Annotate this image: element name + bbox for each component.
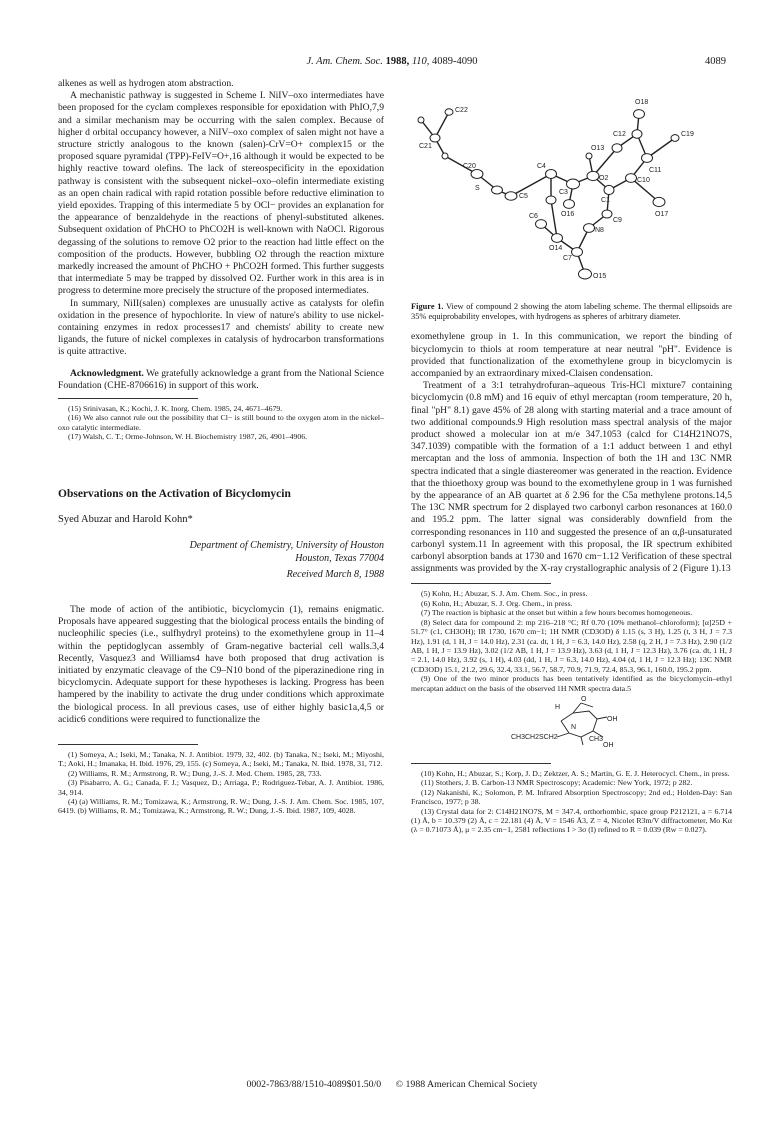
- copyright: © 1988 American Chemical Society: [395, 1079, 538, 1090]
- atom-label: C4: [537, 163, 546, 170]
- article-code: 0002-7863/88/1510-4089$01.50/0: [246, 1079, 382, 1090]
- footnote-divider: [58, 398, 198, 399]
- structure-label: H: [555, 703, 561, 711]
- footnote-divider: [411, 583, 551, 584]
- footnote-divider: [411, 763, 551, 764]
- affiliation: [58, 540, 384, 582]
- atom-label: S: [475, 185, 480, 192]
- footnote: (6) Kohn, H.; Abuzar, S. J. Org. Chem., in press.: [421, 598, 573, 608]
- footnote: (9) One of the two minor products has been tentatively identified as the bicyclomycin–ethyl mercaptan adduct on the basis of the observed 1H NMR spectra data.5: [411, 674, 732, 693]
- structure-label: CH3CH2SCH2: [511, 733, 558, 741]
- atom-label: C22: [455, 107, 468, 114]
- atom-label: C3: [559, 189, 568, 196]
- caption-label: Figure 1.: [411, 302, 444, 311]
- atom-label: O13: [591, 145, 605, 152]
- journal-volume: 110,: [411, 56, 430, 67]
- figure-1-ortep: [411, 78, 732, 296]
- atom-labels: [419, 99, 694, 280]
- footnotes: [411, 589, 732, 692]
- atom-label: C12: [613, 131, 626, 138]
- atom-label: C20: [463, 163, 476, 170]
- footnote: (2) Williams, R. M.; Armstrong, R. W.; Dung, J.-S. J. Med. Chem. 1985, 28, 733.: [68, 768, 322, 778]
- paragraph: alkenes as well as hydrogen atom abstraction.: [58, 78, 234, 89]
- structure-label: OH: [607, 715, 618, 723]
- atom-label: O15: [593, 273, 607, 280]
- acknowledgment: [58, 368, 384, 392]
- footnote: (8) Select data for compound 2: mp 216–218 °C; Rf 0.70 (10% methanol–chloroform); [α]25D + 51.7° (c1, CH3OH); IR 1730, 1670 cm−1; 1H NMR (CD3OD) δ 1.15 (s, 3 H), 1.25 (t, 3 H, J = 7.3 Hz), 1.91 (d, 1 H, J = 14.0 Hz), 2.31 (ca. dt, 1 H, J = 6.3, 14.0 Hz), 2.58 (q, 2 H, J = 7.3 Hz), 2.90 (1/2 AB, 1 H, J = 13.9 Hz), 3.02 (1/2 AB, 1 H, J = 13.9 Hz), 3.63 (d, 1 H, J = 12.3 Hz), 3.76 (ca. dt, 1 H, J = 2.1, 14.0 Hz), 3.92 (s, 1 H), 4.03 (dd, 1 H, J = 6.3, 14.0 Hz), 4.04 (d, 1 H, J = 12.3 Hz); 13C NMR (CD3OD) 15.1, 21.2, 29.6, 32.4, 33.1, 56.7, 58.7, 70.9, 71.9, 72.4, 85.3, 96.1, 160.0, 195.2 ppm.: [411, 617, 732, 674]
- atom-label: O16: [561, 211, 575, 218]
- footnote: (7) The reaction is biphasic at the onset but within a few hours becomes homogeneous.: [421, 608, 693, 618]
- footnote: (10) Kohn, H.; Abuzar, S.; Korp, J. D.; Zektzer, A. S.; Martin, G. E. J. Heterocycl. Chem., in press.: [421, 768, 730, 778]
- structure-labels: [511, 696, 618, 749]
- atom-label: C9: [613, 217, 622, 224]
- atom-label: C5: [519, 193, 528, 200]
- article-title: Observations on the Activation of Bicyclomycin: [58, 487, 291, 500]
- paragraph: A mechanistic pathway is suggested in Scheme I. NiIV–oxo intermediates have been proposed for the cyclam complexes responsible for epoxidation with PhIO,7,9 and a similar mechanism may be occurring with the salen complex. Because of higher d orbital occupancy however, a NiIV–oxo complex of salen might not have a structure strictly analogous to the known (salen)-CrV=O+ complex15 or the proposed square pyramidal (TPP)-FeIV=O+,16 although it would be expected to be highly reactive toward olefins. The lack of stereospecificity in the epoxidation pathway is consistent with the subsequent nickel–oxo–olefin intermediate existing as an open chain radical with rapid rotation possible before reductive elimination to yield epoxides. Trapping of this intermediate 5 by OCl− provides an explanation for the appearance of benzaldehyde in the reactions of phenyl-substituted alkenes. Subsequent oxidation of PhCHO to PhCO2H is well-known with NaOCl. Rigorous degassing of the solutions to remove O2 prior to the reaction had little effect on the composition of the products. However, bubbling O2 through the reaction mixture markedly increased the amount of PhCHO + PhCO2H formed. This further suggests that intermediate 5 may be trapped by dissolved O2. Further work in this area is in progress to determine more precisely the structure of the proposed intermediates.: [58, 90, 384, 297]
- structure-drawing: [411, 693, 732, 757]
- paragraph: The mode of action of the antibiotic, bicyclomycin (1), remains enigmatic. Proposals have appeared suggesting that the biological process entails the binding of nucleophilic species (i.e., sulfhydryl proteins) to the exomethylene group in 11–4 within the peptidoglycan assembly of Gram-negative bacterial cell walls.3,4 Recently, Vasquez3 and Williams4 have both proposed that drug activation is initiated by enzymatic cleavage of the C9–N10 bond of the piperazinedione ring in bicyclomycin. Adequate support for these hypotheses is lacking. Progress has been hampered by the inability to activate the drug under conditions which approximate the biological process. In all previous cases, use of either highly basic1a,4,5 or acidic6 conditions were required to functionalize the: [58, 603, 384, 725]
- page-number: 4089: [705, 56, 726, 67]
- right-column: [411, 78, 732, 835]
- atom-label: C6: [529, 213, 538, 220]
- footnote: (16) We also cannot rule out the possibility that Cl− is still bound to the oxygen atom in the nickel–oxo catalytic intermediate.: [58, 413, 384, 432]
- atom-label: O17: [655, 211, 669, 218]
- atom-label: N8: [595, 227, 604, 234]
- affiliation-city: Houston, Texas 77004: [295, 552, 384, 564]
- caption-text: View of compound 2 showing the atom labeling scheme. The thermal ellipsoids are 35% equiprobability envelopes, with hydrogens as spheres of arbitrary diameter.: [411, 302, 732, 322]
- paragraph: Treatment of a 3:1 tetrahydrofuran–aqueous Tris-HCl mixture7 containing bicyclomycin (0.8 mM) and 16 equiv of ethyl mercaptan (room temperature, 20 h, final "pH" 8.1) gave 45% of 28 along with starting material and a trace amount of two additional compounds.9 High resolution mass spectral analysis of the major product showed a molecular ion at m/e 347.1053 (calcd for C14H21NO7S, 347.1039) compatible with the formation of a 1:1 adduct between 1 and ethyl mercaptan and the loss of ammonia. Inspection of both the 1H and 13C NMR spectra indicated that a single diastereomer was generated in the reaction. Evidence that the thioethoxy group was bound to the exomethylene group in 1 was furnished by the appearance of an AB quartet at δ 2.96 for the C5a methylene protons.14,5 The 13C NMR spectrum for 2 displayed two carbonyl carbon resonances at 160.0 and 195.2 ppm. The latter signal was considerably downfield from the corresponding resonances in 110 and suggested the presence of an α,β-unsaturated carbonyl system.11 In agreement with this proposal, the IR spectrum exhibited carbonyl absorption bands at 1730 and 1670 cm−1.12 Verification of these spectral assignments was provided by the X-ray crystallographic analysis of 2 (Figure 1).13: [411, 380, 732, 575]
- article-authors: Syed Abuzar and Harold Kohn*: [58, 513, 193, 525]
- journal-name: J. Am. Chem. Soc.: [306, 56, 383, 67]
- atom-label: C21: [419, 143, 432, 150]
- footnote: (4) (a) Williams, R. M.; Tomizawa, K.; Armstrong, R. W.; Dung, J.-S. J. Am. Chem. Soc. 1985, 107, 6419. (b) Williams, R. M.; Tomizawa, K.; Armstrong, R. W.; Dung, J.-S. Ibid. 1987, 109, 4028.: [58, 796, 384, 816]
- atom-label: C10: [637, 177, 650, 184]
- footnote: (1) Someya, A.; Iseki, M.; Tanaka, N. J. Antibiot. 1979, 32, 402. (b) Tanaka, N.; Iseki, M.; Miyoshi, T.; Aoki, H.; Imanaka, H. Ibid. 1976, 29, 155. (c) Someya, A.; Iseki, M.; Tanaka, N. Ibid. 1978, 31, 712.: [58, 749, 384, 769]
- figure-caption: [411, 302, 732, 322]
- affiliation-department: Department of Chemistry, University of Houston: [189, 540, 384, 552]
- adduct-structure: [411, 693, 732, 757]
- footnotes: [58, 750, 384, 816]
- structure-label: N: [571, 723, 577, 731]
- atom-label: C1: [601, 197, 610, 204]
- footnote: (17) Walsh, C. T.; Orme-Johnson, W. H. Biochemistry 1987, 26, 4901–4906.: [68, 432, 308, 442]
- paragraph: In summary, NiII(salen) complexes are unusually active as catalysts for olefin oxidation in the presence of hypochlorite. In view of nature's ability to use nickel-containing enzymes in redox processes17 and chemists' ability to create new ligands, the future of nickel complexes in catalysis of hydrocarbon transformations is quite attractive.: [58, 297, 384, 358]
- footnote: (15) Srinivasan, K.; Kochi, J. K. Inorg. Chem. 1985, 24, 4671–4679.: [68, 404, 283, 414]
- atom-label: O14: [549, 245, 563, 252]
- atom-label: C7: [563, 255, 572, 262]
- atom-label: O18: [635, 99, 649, 106]
- running-header: [0, 56, 784, 72]
- paragraph: exomethylene group in 1. In this communication, we report the binding of bicyclomycin to thiols at room temperature at near neutral "pH". Evidence is provided that functionalization of the exomethylene group in bicyclomycin is accompanied by an extraordinary mixed-Claisen condensation.: [411, 331, 732, 380]
- footnote: (13) Crystal data for 2: C14H21NO7S, M = 347.4, orthorhombic, space group P212121, a = 6.714 (1) Å, b = 10.379 (2) Å, c = 22.181 (4) Å, V = 1546 Å3, Z = 4, Nicolet R3m/V diffractometer, Mo Kα (λ = 0.71073 Å), μ = 2.35 cm−1, 2581 reflections I > 3σ (I) refined to R = 0.039 (Rw = 0.027).: [411, 806, 732, 835]
- footnote: (12) Nakanishi, K.; Solomon, P. M. Infrared Absorption Spectroscopy; 2nd ed.; Holden-Day: San Francisco, 1977; p 38.: [411, 787, 732, 807]
- ortep-drawing: [411, 78, 732, 296]
- footnote: (3) Pisabarro, A. G.; Canada, F. J.; Vasquez, D.; Arriaga, P.; Rodriguez-Tebar, A. J. Antibiot. 1986, 34, 914.: [58, 778, 384, 797]
- atom-label: C11: [649, 167, 662, 174]
- page-footer: [0, 1079, 784, 1090]
- atom-label: O2: [599, 175, 609, 182]
- journal-citation: [0, 56, 784, 67]
- acknowledgment-label: Acknowledgment.: [70, 367, 144, 379]
- structure-label: OH: [603, 741, 614, 749]
- acknowledgment-text: We gratefully acknowledge a grant from the National Science Foundation (CHE-8706616) in support of this work.: [58, 367, 384, 391]
- footnote-divider: [58, 744, 198, 745]
- structure-label: O: [581, 695, 587, 703]
- left-column: [58, 78, 384, 816]
- footnote: (11) Stothers, J. B. Carbon-13 NMR Spectroscopy; Academic: New York, 1972; p 282.: [421, 778, 693, 788]
- structure-label: CH3: [589, 735, 604, 743]
- journal-pages: 4089-4090: [432, 56, 478, 67]
- footnote: (5) Kohn, H.; Abuzar, S. J. Am. Chem. Soc., in press.: [421, 589, 588, 599]
- atom-label: C19: [681, 131, 694, 138]
- journal-year: 1988,: [385, 56, 410, 67]
- footnotes: [58, 404, 384, 442]
- received-date: Received March 8, 1988: [286, 569, 384, 581]
- footnotes: [411, 769, 732, 835]
